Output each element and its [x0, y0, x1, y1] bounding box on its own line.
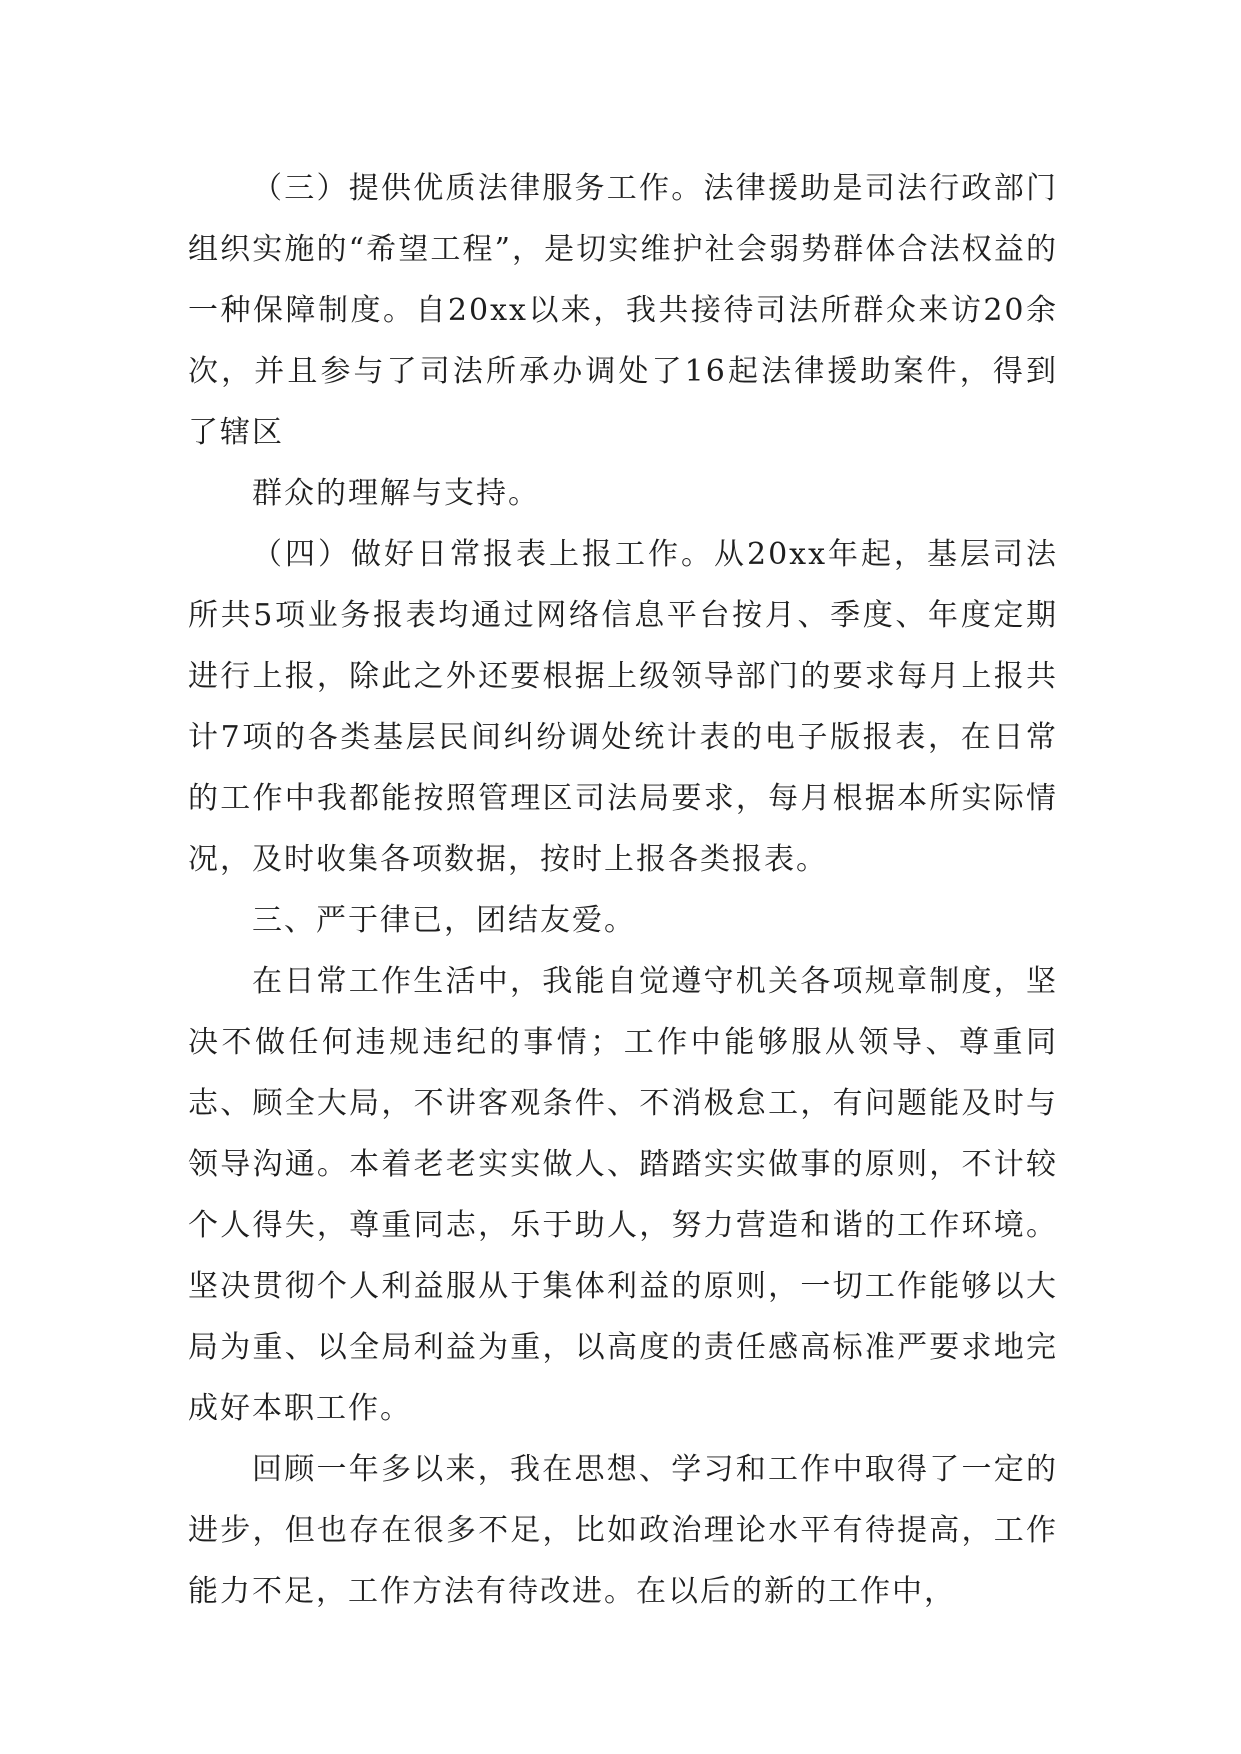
- document-body: [188, 158, 1058, 1622]
- paragraph-discipline: 在日常工作生活中，我能自觉遵守机关各项规章制度，坚决不做任何违规违纪的事情；工作中能够服从领导、尊重同志、顾全大局，不讲客观条件、不消极怠工，有问题能及时与领导沟通。本着老老实实做人、踏踏实实做事的原则，不计较个人得失，尊重同志，乐于助人，努力营造和谐的工作环境。坚决贯彻个人利益服从于集体利益的原则，一切工作能够以大局为重、以全局利益为重，以高度的责任感高标准严要求地完成好本职工作。: [188, 964, 1058, 1426]
- section-heading-discipline: 三、严于律已，团结友爱。: [252, 903, 636, 938]
- paragraph-review: 回顾一年多以来，我在思想、学习和工作中取得了一定的进步，但也存在很多不足，比如政治理论水平有待提高，工作能力不足，工作方法有待改进。在以后的新的工作中，: [188, 1452, 1058, 1609]
- paragraph-legal-aid: （三）提供优质法律服务工作。法律援助是司法行政部门组织实施的“希望工程”，是切实维护社会弱势群体合法权益的一种保障制度。自20xx以来，我共接待司法所群众来访20余次，并且参与了司法所承办调处了16起法律援助案件，得到了辖区: [188, 171, 1058, 450]
- paragraph-reports: （四）做好日常报表上报工作。从20xx年起，基层司法所共5项业务报表均通过网络信息平台按月、季度、年度定期进行上报，除此之外还要根据上级领导部门的要求每月上报共计7项的各类基层民间纠纷调处统计表的电子版报表，在日常的工作中我都能按照管理区司法局要求，每月根据本所实际情况，及时收集各项数据，按时上报各类报表。: [188, 537, 1058, 877]
- paragraph-legal-aid-continued: 群众的理解与支持。: [252, 476, 540, 511]
